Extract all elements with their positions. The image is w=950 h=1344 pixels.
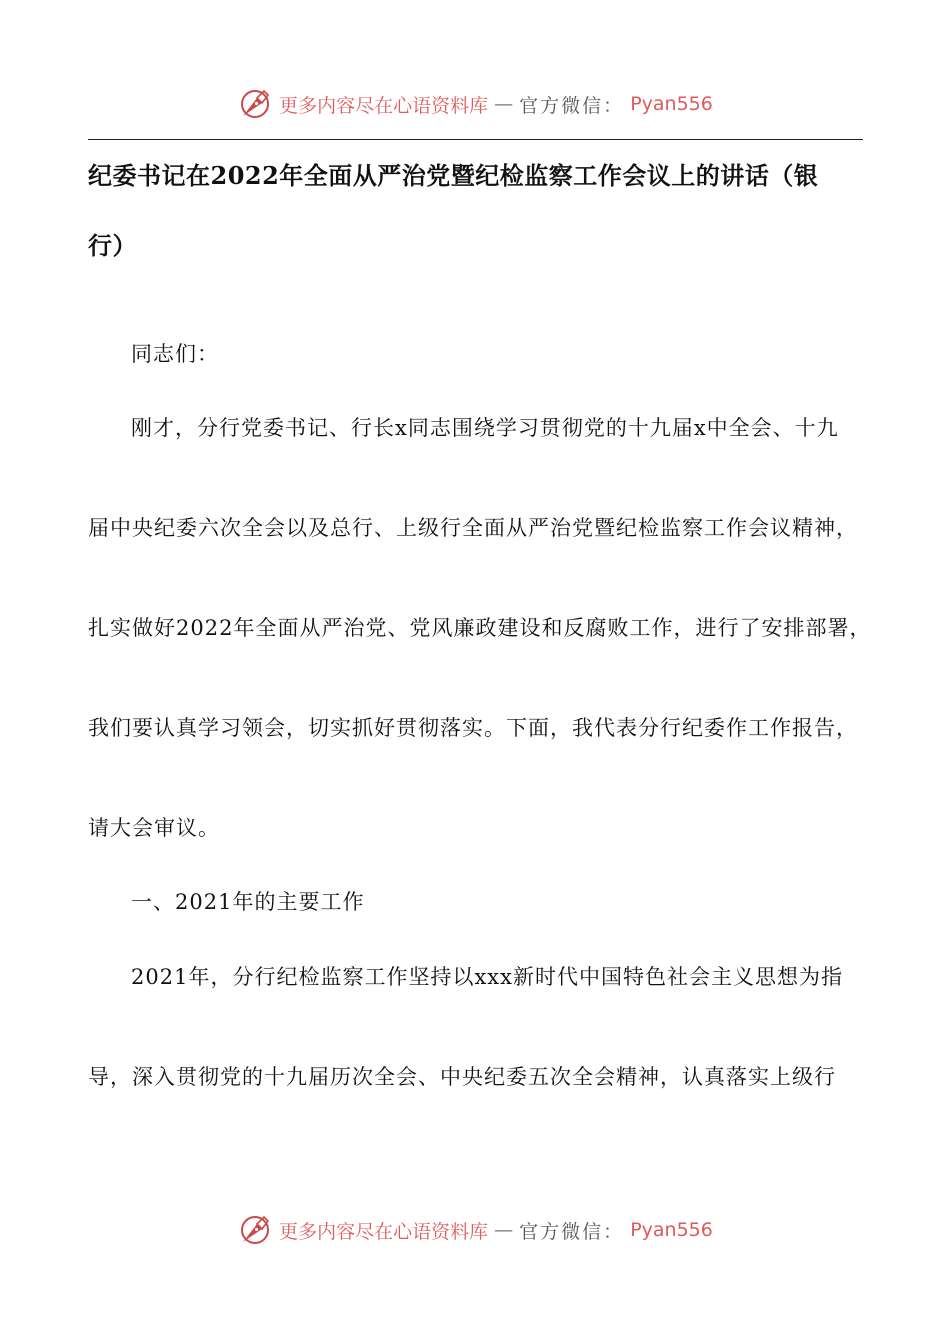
header-banner bbox=[0, 84, 950, 124]
body-line: 刚才，分行党委书记、行长x同志围绕学习贯彻党的十九届x中全会、十九 bbox=[131, 416, 839, 440]
document-title-line-1: 纪委书记在2022年全面从严治党暨纪检监察工作会议上的讲话（银 bbox=[88, 161, 819, 190]
banner-text: 更多内容尽在心语资料库 bbox=[279, 94, 489, 117]
body-line: 请大会审议。 bbox=[88, 816, 220, 840]
header-divider bbox=[88, 139, 863, 140]
banner-wechat-id: Pyan556 bbox=[630, 1219, 713, 1241]
section-heading: 一、2021年的主要工作 bbox=[131, 890, 365, 914]
pen-nib-logo-icon bbox=[237, 1212, 273, 1248]
banner-wechat-label: 官方微信： bbox=[519, 1220, 625, 1243]
document-title-line-2: 行） bbox=[88, 231, 137, 260]
body-line: 2021年，分行纪检监察工作坚持以xxx新时代中国特色社会主义思想为指 bbox=[131, 965, 843, 989]
banner-text: 更多内容尽在心语资料库 bbox=[279, 1220, 489, 1243]
banner-separator: — bbox=[494, 93, 514, 115]
body-line: 我们要认真学习领会，切实抓好贯彻落实。下面，我代表分行纪委作工作报告， bbox=[88, 716, 858, 740]
banner-wechat-id: Pyan556 bbox=[630, 93, 713, 115]
body-line: 导，深入贯彻党的十九届历次全会、中央纪委五次全会精神，认真落实上级行 bbox=[88, 1065, 836, 1089]
banner-wechat-label: 官方微信： bbox=[519, 94, 625, 117]
banner-separator: — bbox=[494, 1219, 514, 1241]
body-line: 届中央纪委六次全会以及总行、上级行全面从严治党暨纪检监察工作会议精神， bbox=[88, 516, 858, 540]
footer-banner bbox=[0, 1210, 950, 1250]
pen-nib-logo-icon bbox=[237, 86, 273, 122]
body-line: 扎实做好2022年全面从严治党、党风廉政建设和反腐败工作，进行了安排部署， bbox=[88, 616, 872, 640]
salutation: 同志们： bbox=[131, 342, 219, 366]
